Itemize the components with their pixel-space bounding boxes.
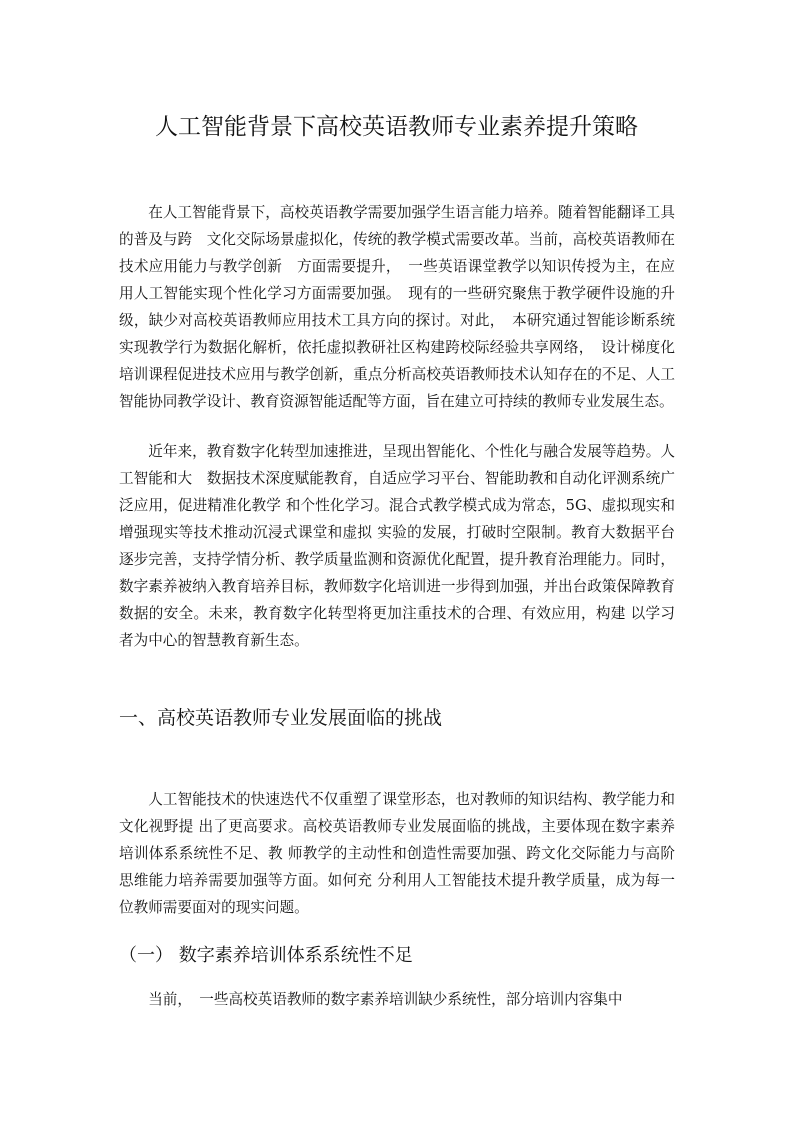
subsection-1-paragraph: 当前， 一些高校英语教师的数字素养培训缺少系统性，部分培训内容集中 — [148, 991, 623, 1008]
section-1-paragraph: 人工智能技术的快速迭代不仅重塑了课堂形态，也对教师的知识结构、教学能力和文化视野提 出了更高要求。高校英语教师专业发展面临的挑战，主要体现在数字素养培训体系系统性不足、教 师教学的主动性和创造性需要加强、跨文化交际能力与高阶思维能力培养需要加强等方面。如何充 分利用人工智能技术提升教学质量，成为每一位教师需要面对的现实问题。 — [119, 791, 675, 916]
intro-paragraph-1: 在人工智能背景下，高校英语教学需要加强学生语言能力培养。随着智能翻译工具的普及与跨 文化交际场景虚拟化，传统的教学模式需要改革。当前，高校英语教师在技术应用能力与教学创新 方面需要提升， 一些英语课堂教学以知识传授为主，在应用人工智能实现个性化学习方面需要加强。 现有的一些研究聚焦于教学硬件设施的升级，缺少对高校英语教师应用技术工具方向的探讨。对此， 本研究通过智能诊断系统实现教学行为数据化解析，依托虚拟教研社区构建跨校际经验共享网络， 设计梯度化培训课程促进技术应用与教学创新，重点分析高校英语教师技术认知存在的不足、人工 智能协同教学设计、教育资源智能适配等方面，旨在建立可持续的教师专业发展生态。 — [119, 204, 690, 410]
intro-paragraph-2: 近年来，教育数字化转型加速推进，呈现出智能化、个性化与融合发展等趋势。人工智能和大 数据技术深度赋能教育，自适应学习平台、智能助教和自动化评测系统广泛应用，促进精准化教学 和个性化学习。混合式教学模式成为常态，5G、虚拟现实和增强现实等技术推动沉浸式课堂和虚拟 实验的发展，打破时空限制。教育大数据平台逐步完善，支持学情分析、教学质量监测和资源优化配置，提升教育治理能力。同时，数字素养被纳入教育培养目标，教师数字化培训进一步得到加强，并出台政策保障教育数据的安全。未来，教育数字化转型将更加注重技术的合理、有效应用，构建 以学习者为中心的智慧教育新生态。 — [119, 443, 675, 649]
subsection-heading-1: （一） 数字素养培训体系系统性不足 — [119, 945, 413, 966]
document-title: 人工智能背景下高校英语教师专业素养提升策略 — [155, 114, 638, 140]
section-heading-1: 一、高校英语教师专业发展面临的挑战 — [119, 707, 443, 729]
